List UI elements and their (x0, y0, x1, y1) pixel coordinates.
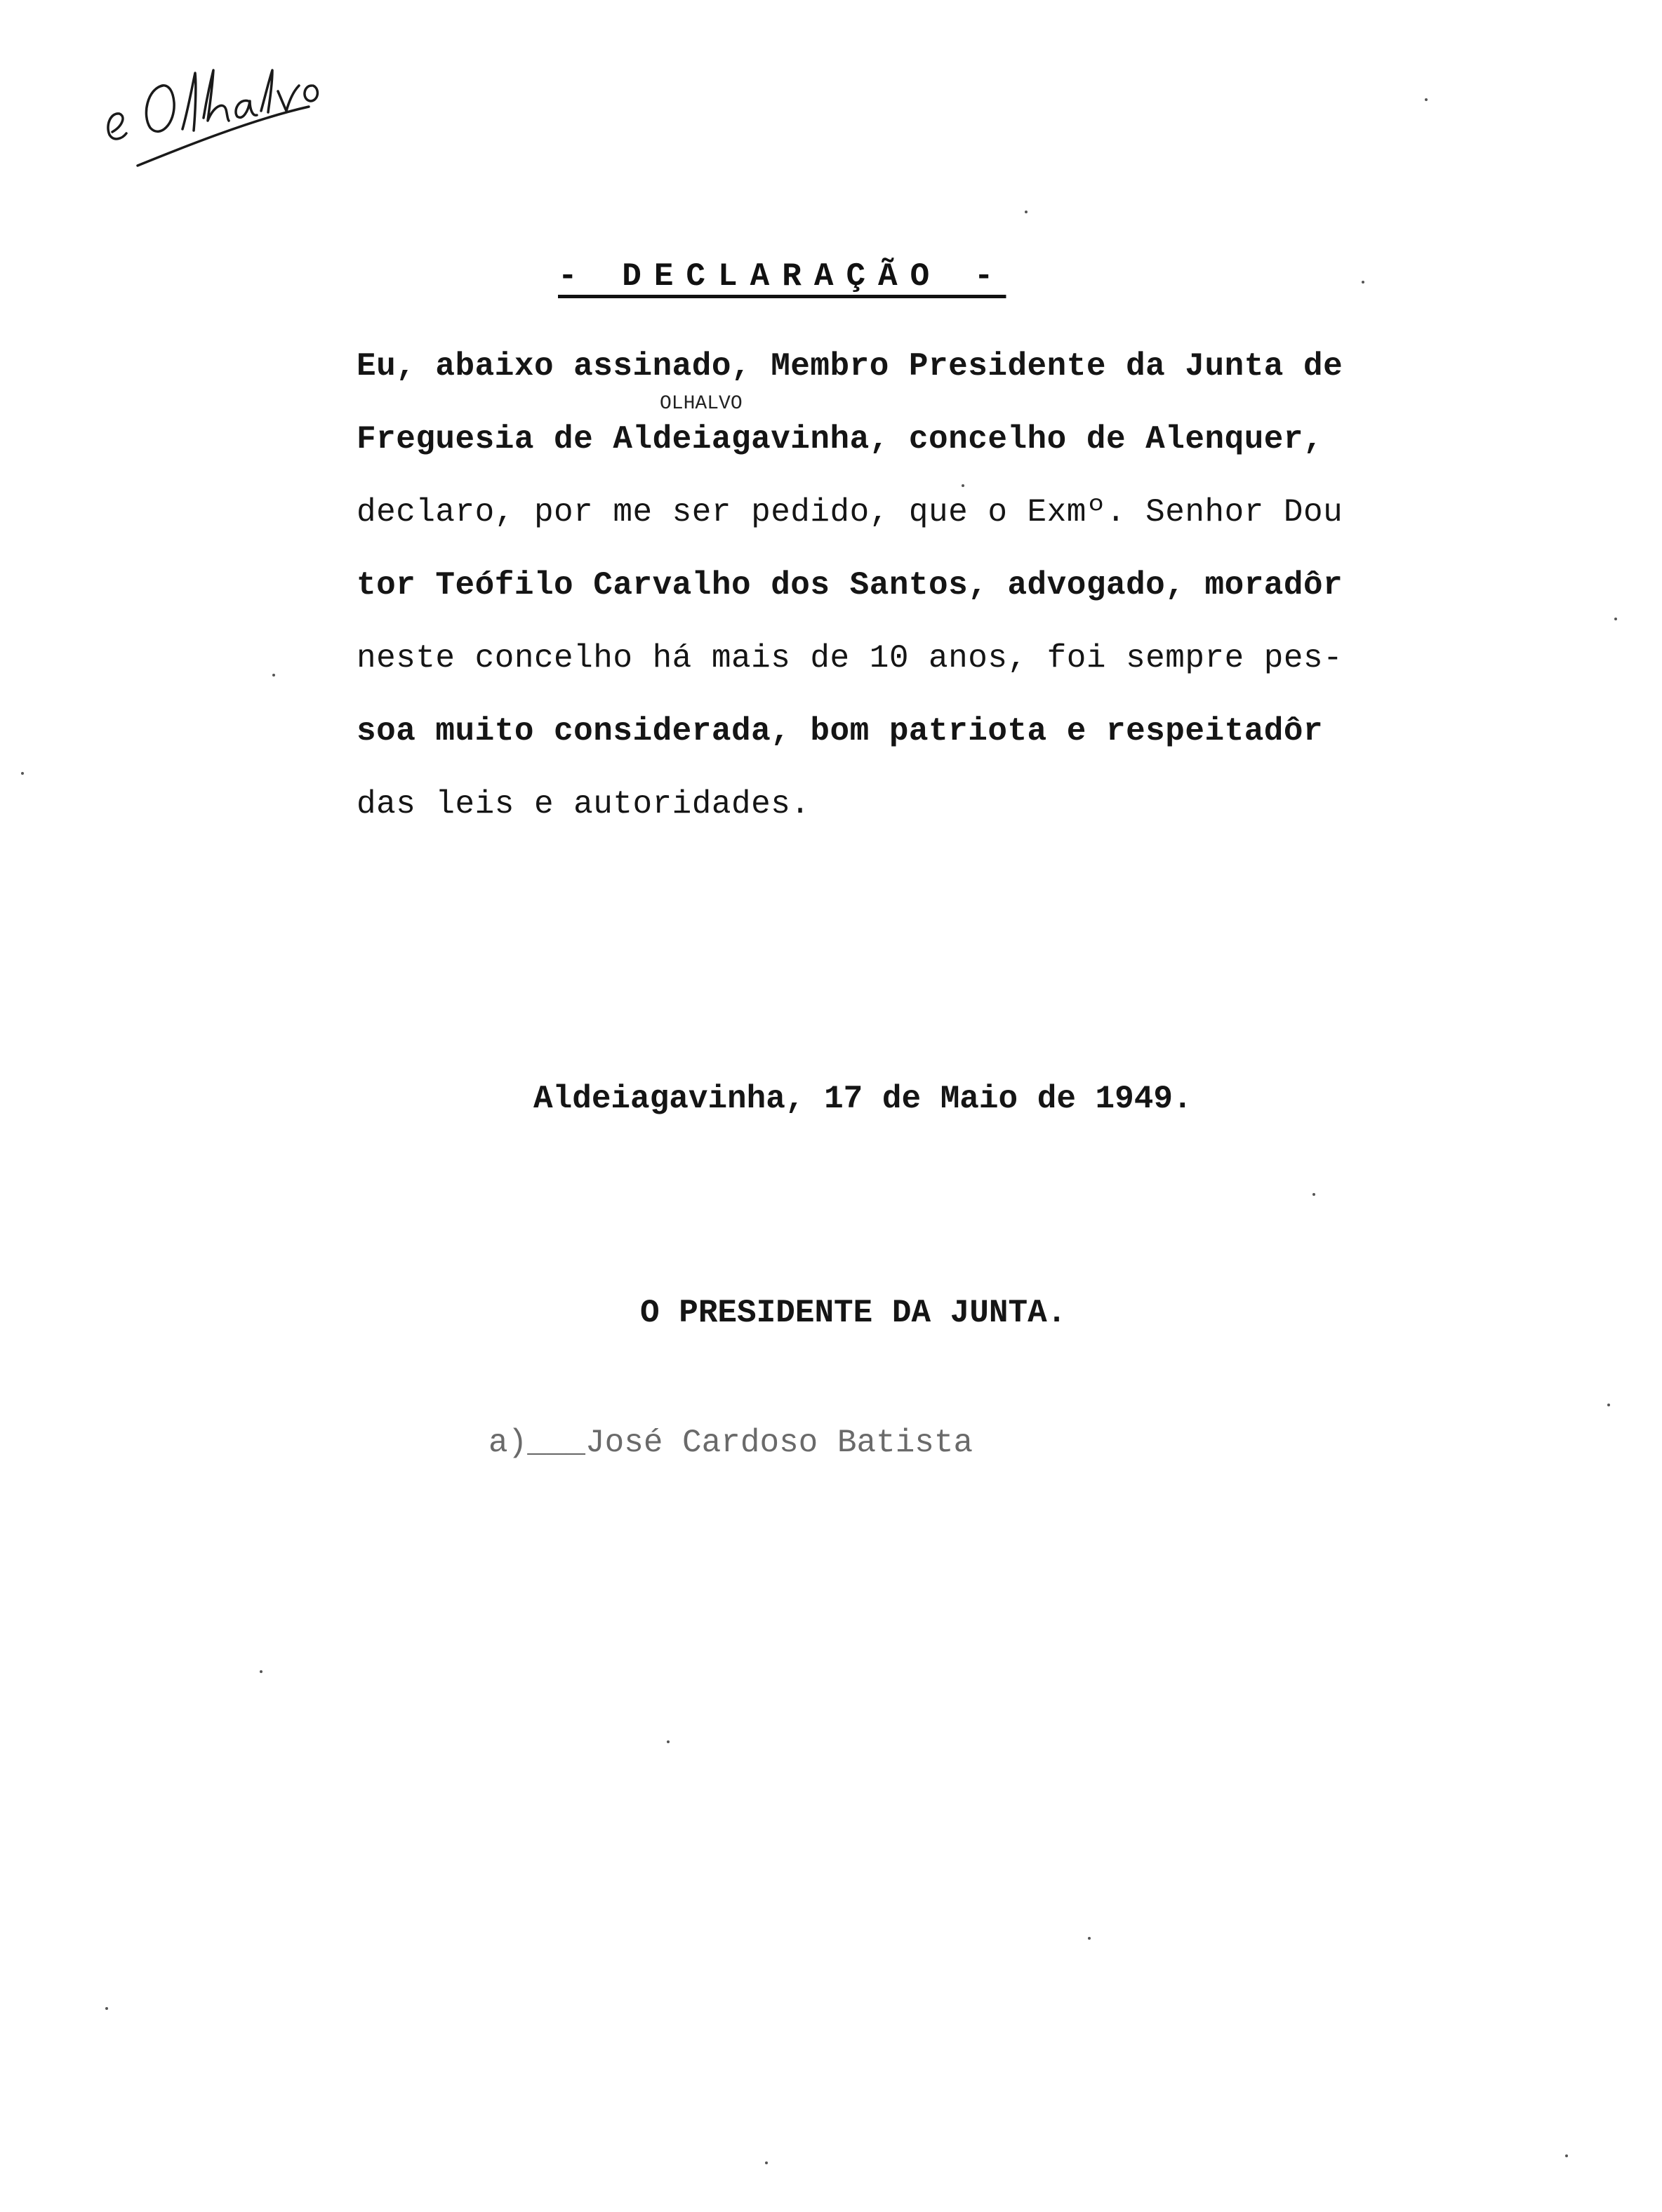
signatory-role: O PRESIDENTE DA JUNTA. (640, 1295, 1067, 1331)
correction-above-line: OLHALVO (660, 393, 743, 415)
body-line-1: Eu, abaixo assinado, Membro Presidente da Junta de (357, 348, 1343, 385)
signature-line: a)___José Cardoso Batista (488, 1425, 973, 1461)
body-line-7: das leis e autoridades. (357, 786, 811, 822)
place-date: Aldeiagavinha, 17 de Maio de 1949. (533, 1081, 1192, 1117)
handwritten-note (98, 42, 379, 175)
body-line-6: soa muito considerada, bom patriota e respeitadôr (357, 713, 1324, 749)
document-title: - DECLARAÇÃO - (558, 258, 1006, 295)
body-line-3: declaro, por me ser pedido, que o Exmº. Senhor Dou (357, 494, 1343, 531)
declaration-body (357, 330, 1409, 841)
body-line-5: neste concelho há mais de 10 anos, foi sempre pes- (357, 640, 1343, 677)
body-line-2: Freguesia de Aldeiagavinha, concelho de Alenquer, (357, 421, 1324, 458)
body-line-4: tor Teófilo Carvalho dos Santos, advogado, moradôr (357, 567, 1343, 604)
